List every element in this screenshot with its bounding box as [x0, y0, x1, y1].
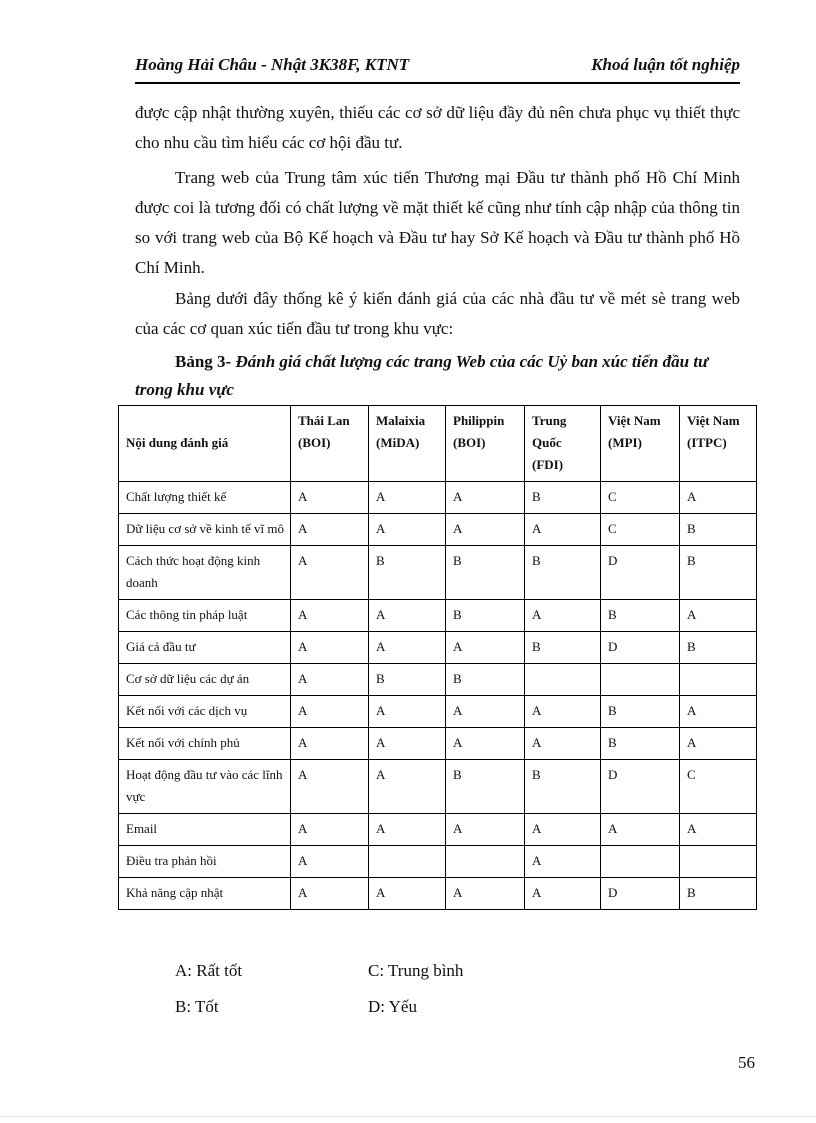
criteria-cell: Điều tra phản hồi: [119, 846, 291, 878]
header-china: Trung Quốc (FDI): [525, 406, 601, 482]
rating-cell: B: [601, 696, 680, 728]
paragraph-2: Trang web của Trung tâm xúc tiến Thương mại Đầu tư thành phố Hồ Chí Minh được coi là tương đối có chất lượng về mặt thiết kế cũng như tính cập nhập của thông tin so với trang web của Bộ Kế hoạch và Đầu tư hay Sở Kế hoạch và Đầu tư thành phố Hồ Chí Minh.: [135, 168, 740, 277]
rating-cell: C: [601, 514, 680, 546]
table-header-row: [119, 406, 757, 482]
rating-cell: B: [525, 546, 601, 600]
rating-cell: B: [680, 514, 757, 546]
rating-cell: A: [446, 814, 525, 846]
rating-cell: A: [369, 632, 446, 664]
caption-prefix: Bảng 3-: [175, 352, 236, 371]
criteria-cell: Kết nối với chính phủ: [119, 728, 291, 760]
rating-cell: A: [525, 728, 601, 760]
header-thailand: Thái Lan (BOI): [291, 406, 369, 482]
rating-cell: A: [680, 600, 757, 632]
header-philippines: Philippin (BOI): [446, 406, 525, 482]
page-bottom-divider: [0, 1116, 816, 1117]
header-author: Hoàng Hải Châu - Nhật 3K38F, KTNT: [135, 55, 410, 74]
page-number: 56: [738, 1053, 755, 1072]
rating-cell: B: [369, 664, 446, 696]
rating-cell: D: [601, 878, 680, 910]
table-row: [119, 514, 757, 546]
rating-cell: A: [525, 514, 601, 546]
criteria-cell: Cơ sở dữ liệu các dự án: [119, 664, 291, 696]
rating-cell: A: [446, 632, 525, 664]
rating-cell: A: [601, 814, 680, 846]
rating-cell: A: [291, 664, 369, 696]
criteria-cell: Chất lượng thiết kế: [119, 482, 291, 514]
table-row: [119, 600, 757, 632]
criteria-cell: Kết nối với các dịch vụ: [119, 696, 291, 728]
evaluation-table: [118, 405, 757, 910]
rating-cell: A: [369, 696, 446, 728]
table-row: [119, 728, 757, 760]
header-vietnam-itpc: Việt Nam (ITPC): [680, 406, 757, 482]
rating-cell: A: [369, 878, 446, 910]
rating-cell: A: [369, 814, 446, 846]
rating-cell: A: [291, 600, 369, 632]
table-row: [119, 846, 757, 878]
rating-cell: B: [525, 632, 601, 664]
rating-cell: A: [291, 546, 369, 600]
legend-c: C: Trung bình: [368, 961, 464, 980]
header-criteria: Nội dung đánh giá: [119, 406, 291, 482]
rating-cell: A: [291, 482, 369, 514]
rating-cell: A: [369, 514, 446, 546]
rating-cell: [601, 664, 680, 696]
rating-cell: [446, 846, 525, 878]
rating-cell: B: [680, 878, 757, 910]
rating-cell: A: [291, 760, 369, 814]
rating-cell: A: [291, 728, 369, 760]
rating-cell: A: [291, 696, 369, 728]
rating-cell: A: [291, 514, 369, 546]
rating-cell: A: [680, 482, 757, 514]
rating-cell: B: [601, 600, 680, 632]
rating-cell: D: [601, 632, 680, 664]
header-doc-type: Khoá luận tốt nghiệp: [591, 55, 740, 74]
criteria-cell: Dữ liệu cơ sở về kinh tế vĩ mô: [119, 514, 291, 546]
rating-cell: A: [369, 482, 446, 514]
rating-cell: A: [369, 600, 446, 632]
table-row: [119, 632, 757, 664]
table-row: [119, 878, 757, 910]
rating-cell: A: [680, 696, 757, 728]
table-row: [119, 814, 757, 846]
header-vietnam-mpi: Việt Nam (MPI): [601, 406, 680, 482]
table-row: [119, 482, 757, 514]
criteria-cell: Cách thức hoạt động kinh doanh: [119, 546, 291, 600]
rating-cell: B: [680, 632, 757, 664]
rating-cell: B: [680, 546, 757, 600]
rating-cell: A: [446, 482, 525, 514]
rating-cell: A: [369, 728, 446, 760]
table-row: [119, 696, 757, 728]
rating-cell: A: [525, 878, 601, 910]
table-row: [119, 664, 757, 696]
criteria-cell: Hoạt động đầu tư vào các lĩnh vực: [119, 760, 291, 814]
rating-cell: A: [291, 814, 369, 846]
rating-cell: B: [446, 546, 525, 600]
rating-cell: B: [525, 482, 601, 514]
rating-cell: B: [446, 664, 525, 696]
rating-cell: A: [291, 878, 369, 910]
rating-cell: A: [446, 514, 525, 546]
page-header: [135, 52, 740, 84]
rating-cell: A: [525, 696, 601, 728]
table-caption: [135, 348, 740, 404]
rating-cell: [680, 846, 757, 878]
rating-cell: B: [525, 760, 601, 814]
rating-cell: A: [446, 696, 525, 728]
rating-cell: B: [369, 546, 446, 600]
rating-cell: [525, 664, 601, 696]
legend-d: D: Yếu: [368, 997, 417, 1016]
criteria-cell: Email: [119, 814, 291, 846]
caption-title: Đánh giá chất lượng các trang Web của các Uỷ ban xúc tiến đầu tư trong khu vực: [135, 352, 709, 399]
rating-cell: [601, 846, 680, 878]
rating-cell: B: [601, 728, 680, 760]
rating-cell: A: [525, 814, 601, 846]
table-row: [119, 760, 757, 814]
rating-cell: A: [291, 632, 369, 664]
rating-cell: A: [680, 728, 757, 760]
paragraph-3: Bảng dưới đây thống kê ý kiến đánh giá của các nhà đầu tư về mét sè trang web của các cơ quan xúc tiến đầu tư trong khu vực:: [135, 289, 740, 338]
rating-cell: [369, 846, 446, 878]
rating-cell: C: [680, 760, 757, 814]
paragraph-1: được cập nhật thường xuyên, thiếu các cơ sở dữ liệu đầy đủ nên chưa phục vụ thiết thực cho nhu cầu tìm hiểu các cơ hội đầu tư.: [135, 103, 740, 152]
rating-cell: A: [680, 814, 757, 846]
criteria-cell: Các thông tin pháp luật: [119, 600, 291, 632]
rating-cell: D: [601, 546, 680, 600]
header-malaysia: Malaixia (MiDA): [369, 406, 446, 482]
rating-cell: A: [525, 846, 601, 878]
table-body: [119, 482, 757, 910]
criteria-cell: Khả năng cập nhật: [119, 878, 291, 910]
rating-cell: A: [446, 878, 525, 910]
table-row: [119, 546, 757, 600]
legend-b: B: Tốt: [175, 997, 219, 1016]
rating-cell: D: [601, 760, 680, 814]
rating-cell: C: [601, 482, 680, 514]
rating-cell: [680, 664, 757, 696]
rating-cell: B: [446, 600, 525, 632]
rating-cell: B: [446, 760, 525, 814]
criteria-cell: Giá cả đầu tư: [119, 632, 291, 664]
rating-cell: A: [369, 760, 446, 814]
rating-cell: A: [291, 846, 369, 878]
rating-cell: A: [446, 728, 525, 760]
rating-cell: A: [525, 600, 601, 632]
legend-a: A: Rất tốt: [175, 961, 243, 980]
